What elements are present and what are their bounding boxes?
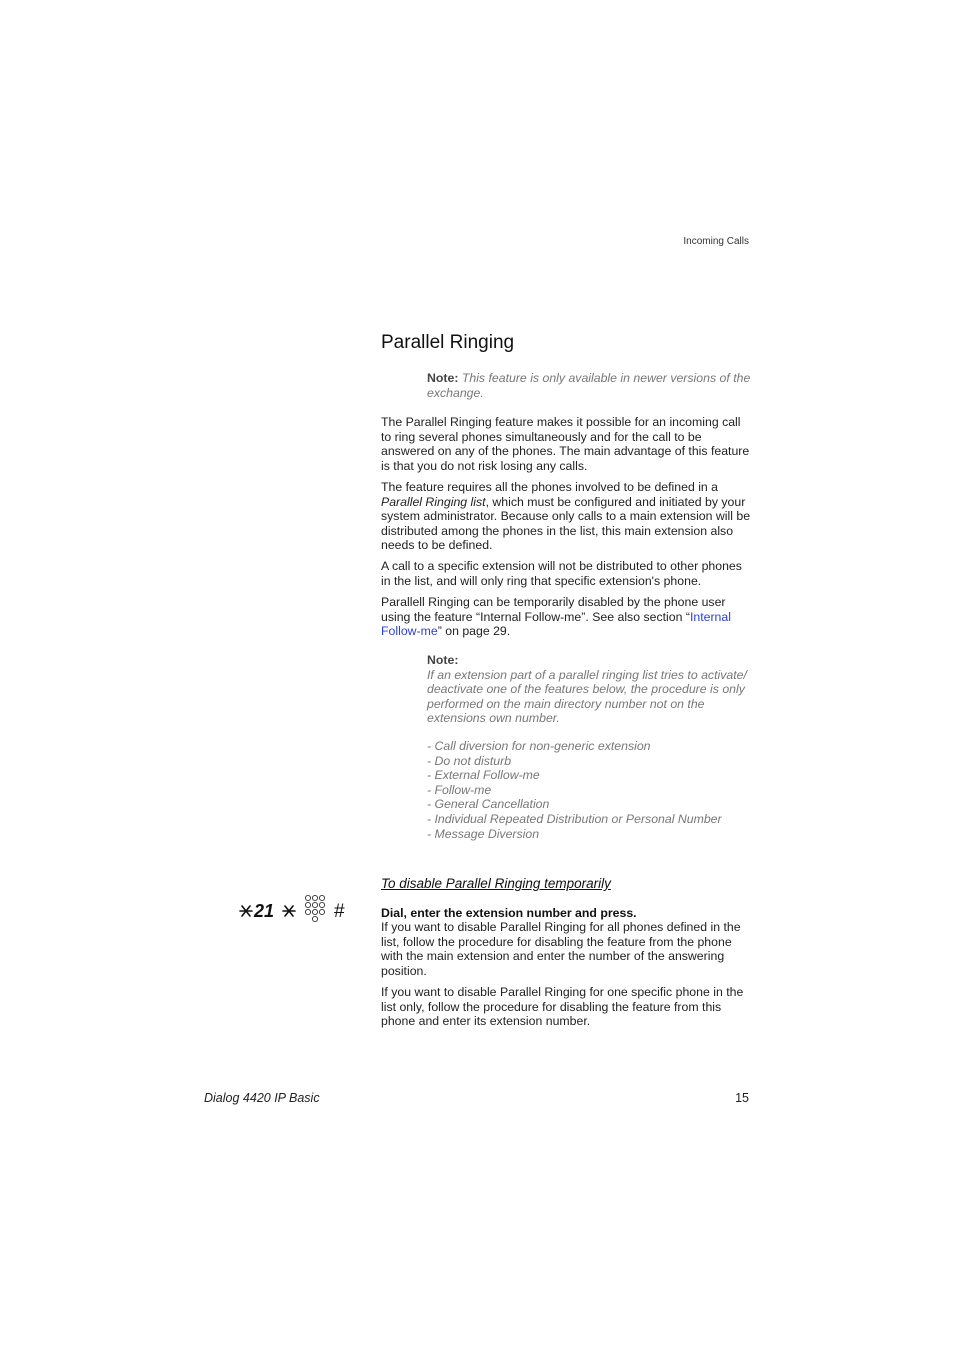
list-item: - General Cancellation [427, 797, 550, 812]
list-item: - Individual Repeated Distribution or Personal Number [427, 811, 722, 826]
keypad-icon [305, 895, 324, 921]
p4-text-after: ” on page 29. [437, 624, 511, 639]
footer-document-title: Dialog 4420 IP Basic [204, 1091, 320, 1105]
procedure-instruction: Dial, enter the extension number and press. [381, 906, 637, 920]
list-item: - Follow-me [427, 782, 492, 797]
hash-key: # [334, 901, 345, 922]
procedure-text-specific: If you want to disable Parallel Ringing for one specific phone in the list only, follow the procedure for disabling the feature from this phone and enter its extension number. [381, 985, 744, 1029]
procedure-heading: To disable Parallel Ringing temporarily [381, 876, 611, 891]
star-key-icon [240, 906, 252, 916]
note-availability [427, 371, 752, 400]
paragraph-specific-extension: A call to a specific extension will not be distributed to other phones in the list, and will only ring that specific extension's phone. [381, 559, 742, 588]
paragraph-requirements [381, 480, 753, 553]
star-key-icon [283, 906, 295, 916]
note2-label: Note: [427, 653, 459, 667]
p2-italic-term: Parallel Ringing list [381, 494, 486, 509]
note2-text: If an extension part of a parallel ringing list tries to activate/ deactivate one of the features below, the procedure is only performed on the main directory number not on the extensions own number. [427, 667, 747, 726]
page-number: 15 [735, 1091, 749, 1105]
note-feature-list [427, 653, 752, 726]
p2-text-before: The feature requires all the phones involved to be defined in a [381, 480, 719, 494]
feature-list [427, 739, 752, 841]
p4-text-before: Parallell Ringing can be temporarily disabled by the phone user using the feature “Internal Follow-me”. See also section “ [381, 595, 726, 624]
p2-text-after: , which must be configured and initiated by your system administrator. Because only calls to a main extension will be distributed among the phones in the list, this main extension also needs to be defined. [381, 494, 751, 553]
list-item: - Do not disturb [427, 753, 512, 768]
key-sequence [238, 894, 353, 934]
list-item: - Message Diversion [427, 826, 540, 841]
list-item: - Call diversion for non-generic extension [427, 739, 651, 753]
list-item: - External Follow-me [427, 768, 540, 783]
procedure-text-all: If you want to disable Parallel Ringing for all phones defined in the list, follow the procedure for disabling the feature from the phone with the main extension and enter the number of the answering position. [381, 920, 741, 978]
note-text: This feature is only available in newer versions of the exchange. [427, 371, 751, 400]
note-label: Note: [427, 371, 459, 385]
internal-follow-me-link[interactable]: Internal Follow-me [381, 609, 731, 639]
paragraph-intro: The Parallel Ringing feature makes it possible for an incoming call to ring several phones simultaneously and for the call to be answered on any of the phones. The main advantage of this feature is that you do not risk losing any calls. [381, 415, 750, 473]
key-digits: 21 [254, 901, 275, 921]
running-header: Incoming Calls [683, 236, 749, 247]
paragraph-disable [381, 595, 753, 639]
page-title: Parallel Ringing [381, 332, 515, 353]
